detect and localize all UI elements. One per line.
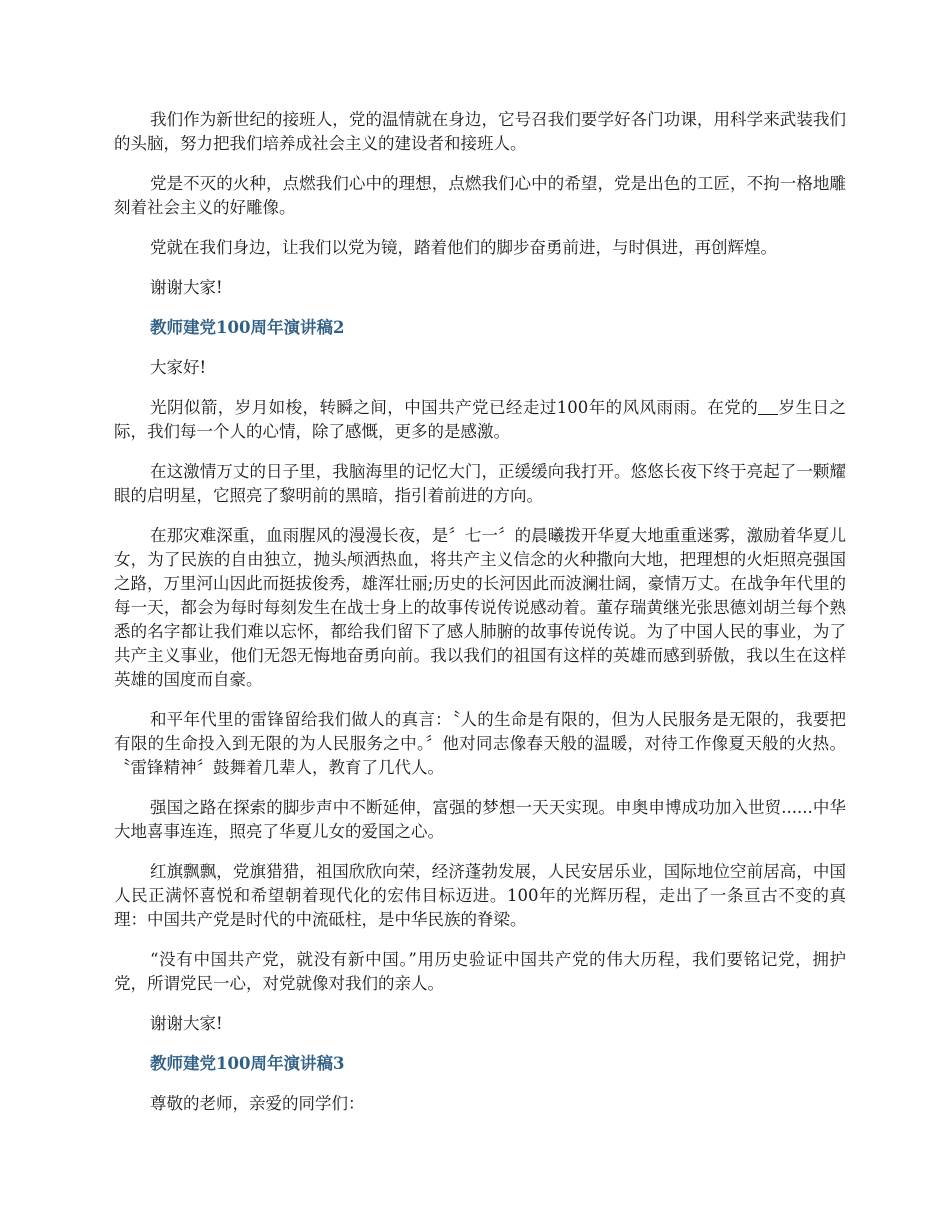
- paragraph: 红旗飘飘，党旗猎猎，祖国欣欣向荣，经济蓬勃发展，人民安居乐业，国际地位空前居高，中国人民正满怀喜悦和希望朝着现代化的宏伟目标迈进。100年的光辉历程，走出了一条亘古不变的真理：中国共产党是时代的中流砥柱，是中华民族的脊梁。: [114, 862, 846, 929]
- paragraph: 在这激情万丈的日子里，我脑海里的记忆大门，正缓缓向我打开。悠悠长夜下终于亮起了一颗耀眼的启明星，它照亮了黎明前的黑暗，指引着前进的方向。: [114, 462, 846, 505]
- closing-thanks: 谢谢大家!: [150, 1014, 223, 1033]
- paragraph: 和平年代里的雷锋留给我们做人的真言：〝人的生命是有限的，但为人民服务是无限的，我要把有限的生命投入到无限的为人民服务之中。〞他对同志像春天般的温暖，对待工作像夏天般的火热。〝雷锋精神〞鼓舞着几辈人，教育了几代人。: [114, 710, 846, 777]
- fill-in-blank: [758, 398, 778, 415]
- paragraph-text-after-blank: 岁生日之际，我们每一个人的心情，除了感慨，更多的是感激。: [114, 398, 846, 441]
- greeting: 大家好!: [150, 358, 207, 377]
- paragraph: 我们作为新世纪的接班人，党的温情就在身边，它号召我们要学好各门功课，用科学来武装我们的头脑，努力把我们培养成社会主义的建设者和接班人。: [114, 110, 846, 153]
- closing-thanks: 谢谢大家!: [150, 278, 223, 297]
- paragraph: 在那灾难深重，血雨腥风的漫漫长夜，是〞七一〞的晨曦拨开华夏大地重重迷雾，激励着华夏儿女，为了民族的自由独立，抛头颅洒热血，将共产主义信念的火种撒向大地，把理想的火炬照亮强国之路，万里河山因此而挺拔俊秀，雄浑壮丽;历史的长河因此而波澜壮阔，豪情万丈。在战争年代里的每一天，都会为每时每刻发生在战士身上的故事传说传说感动着。董存瑞黄继光张思德刘胡兰每个熟悉的名字都让我们难以忘怀，都给我们留下了感人肺腑的故事传说传说。为了中国人民的事业，为了共产主义事业，他们无怨无悔地奋勇向前。我以我们的祖国有这样的英雄而感到骄傲，我以生在这样英雄的国度而自豪。: [114, 526, 846, 689]
- paragraph: [114, 396, 846, 444]
- paragraph: “没有中国共产党，就没有新中国。”用历史验证中国共产党的伟大历程，我们要铭记党，拥护党，所谓党民一心，对党就像对我们的亲人。: [114, 950, 846, 993]
- paragraph: 党是不灭的火种，点燃我们心中的理想，点燃我们心中的希望，党是出色的工匠，不拘一格地雕刻着社会主义的好雕像。: [114, 174, 846, 217]
- paragraph: 强国之路在探索的脚步声中不断延伸，富强的梦想一天天实现。申奥申博成功加入世贸......中华大地喜事连连，照亮了华夏儿女的爱国之心。: [114, 798, 846, 841]
- greeting: 尊敬的老师，亲爱的同学们：: [150, 1094, 365, 1113]
- document-page: [114, 108, 846, 1132]
- section-heading: 教师建党100周年演讲稿3: [150, 1054, 345, 1073]
- section-heading: 教师建党100周年演讲稿2: [150, 318, 345, 337]
- paragraph: 党就在我们身边，让我们以党为镜，踏着他们的脚步奋勇前进，与时俱进，再创辉煌。: [150, 238, 777, 257]
- paragraph-text-before-blank: 光阴似箭，岁月如梭，转瞬之间，中国共产党已经走过100年的风风雨雨。在党的: [150, 398, 759, 417]
